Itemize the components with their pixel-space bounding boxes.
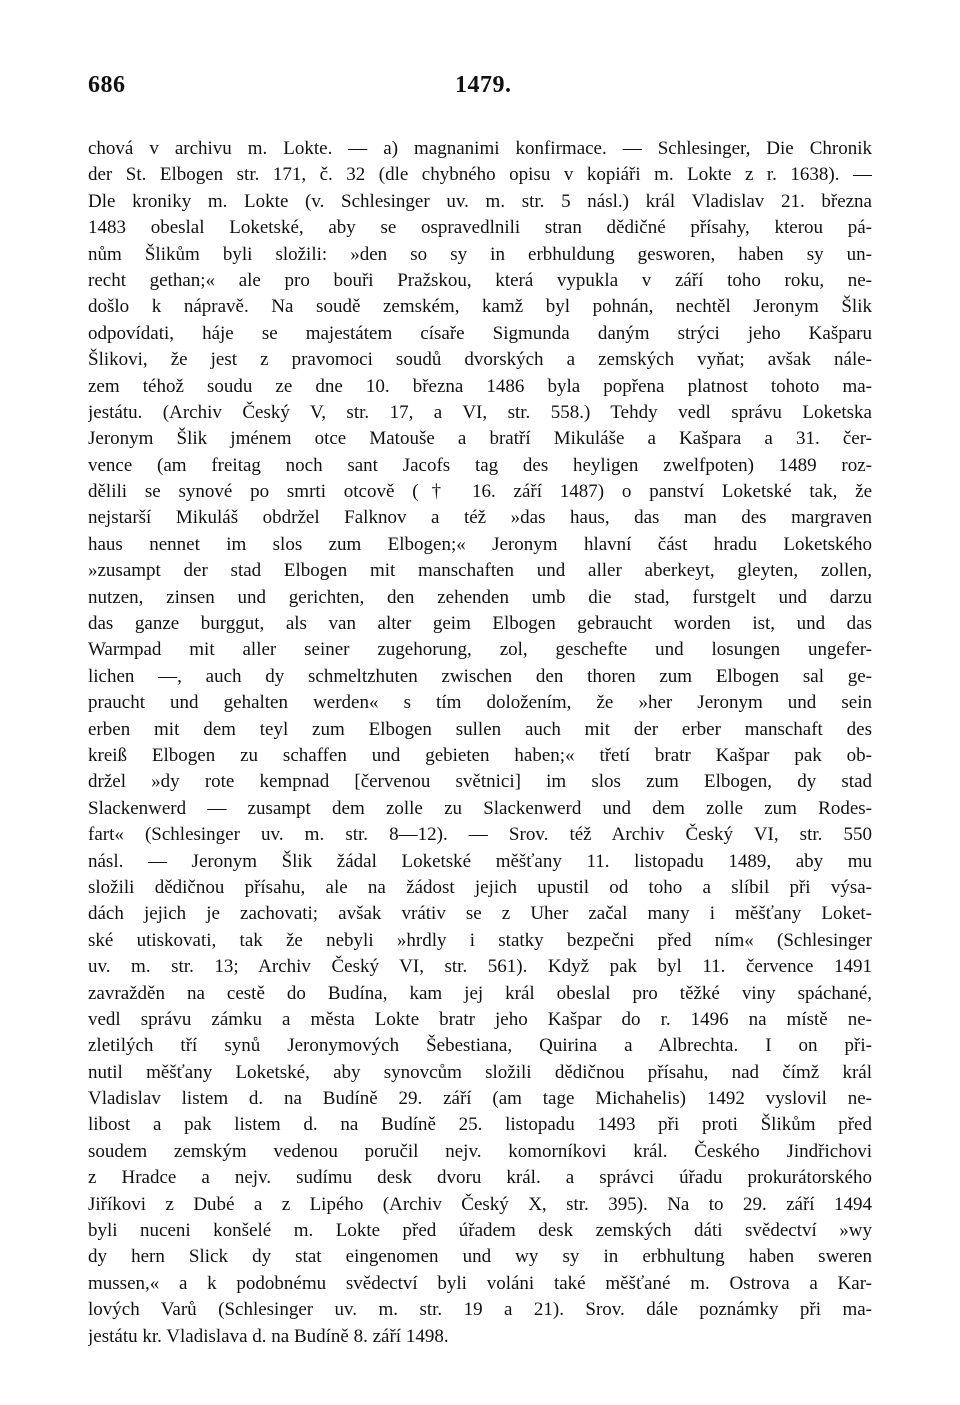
text-line: Jiříkovi z Dubé a z Lipého (Archiv Český X, str. 395). Na to 29. září 1494	[88, 1193, 872, 1215]
text-line: z Hradce a nejv. sudímu desk dvoru král. a správci úřadu prokurátorského	[88, 1167, 872, 1189]
body-text	[88, 136, 872, 1347]
text-line: nům Šlikům byli složili: »den so sy in erbhuldung gesworen, haben sy un-	[88, 243, 872, 265]
text-line: odpovídati, háje se majestátem císaře Sigmunda daným strýci jeho Kašparu	[88, 322, 872, 344]
text-line: Šlikovi, že jest z pravomoci soudů dvorských a zemských vyňat; avšak nále-	[88, 349, 872, 371]
text-line: Warmpad mit aller seiner zugehorung, zol, geschefte und losungen ungefer-	[88, 639, 872, 661]
text-line: fart« (Schlesinger uv. m. str. 8—12). — Srov. též Archiv Český VI, str. 550	[88, 824, 872, 846]
text-line: zem téhož soudu ze dne 10. března 1486 byla popřena platnost tohoto ma-	[88, 375, 872, 397]
text-line: haus nennet im slos zum Elbogen;« Jeronym hlavní část hradu Loketského	[88, 533, 872, 555]
text-line: nutzen, zinsen und gerichten, den zehenden umb die stad, furstgelt und darzu	[88, 586, 872, 608]
running-head	[88, 72, 872, 102]
text-line: 1483 obeslal Loketské, aby se ospravedlnili stran dědičné přísahy, kterou pá-	[88, 217, 872, 239]
text-line: nejstarší Mikuláš obdržel Falknov a též »das haus, das man des margraven	[88, 507, 872, 529]
text-line: vedl správu zámku a města Lokte bratr jeho Kašpar do r. 1496 na místě ne-	[88, 1008, 872, 1030]
text-line: uv. m. str. 13; Archiv Český VI, str. 561). Když pak byl 11. července 1491	[88, 956, 872, 978]
text-line: násl. — Jeronym Šlik žádal Loketské měšťany 11. listopadu 1489, aby mu	[88, 850, 872, 872]
text-line: lichen —, auch dy schmeltzhuten zwischen den thoren zum Elbogen sal ge-	[88, 665, 872, 687]
text-line: dělili se synové po smrti otcově († 16. září 1487) o panství Loketské tak, že	[88, 481, 872, 503]
text-line: chová v archivu m. Lokte. — a) magnanimi konfirmace. — Schlesinger, Die Chronik	[88, 138, 872, 159]
text-line: ské utiskovati, tak že nebyli »hrdly i statky bezpečni před ním« (Schlesinger	[88, 929, 872, 951]
text-line: erben mit dem teyl zum Elbogen sullen auch mit der erber manschaft des	[88, 718, 872, 740]
text-line: zavražděn na cestě do Budína, kam jej král obeslal pro těžké viny spáchané,	[88, 982, 872, 1004]
text-line: nutil měšťany Loketské, aby synovcům složili dědičnou přísahu, nad čímž král	[88, 1061, 872, 1083]
text-line: recht gethan;« ale pro bouři Pražskou, která vypukla v září toho roku, ne-	[88, 269, 872, 291]
year-heading: 1479.	[455, 72, 512, 98]
text-line: »zusampt der stad Elbogen mit manschaften und aller aberkeyt, gleyten, zollen,	[88, 560, 872, 582]
text-line: Slackenwerd — zusampt dem zolle zu Slackenwerd und dem zolle zum Rodes-	[88, 797, 872, 819]
text-line: das ganze burggut, als van alter geim Elbogen gebraucht worden ist, und das	[88, 613, 872, 635]
text-line: praucht und gehalten werden« s tím doložením, že »her Jeronym und sein	[88, 692, 872, 714]
text-line: jestátu kr. Vladislava d. na Budíně 8. září 1498.	[88, 1325, 449, 1347]
text-line: kreiß Elbogen zu schaffen und gebieten haben;« třetí bratr Kašpar pak ob-	[88, 744, 872, 766]
text-line: dách jejich je zachovati; avšak vrátiv se z Uher začal many i měšťany Loket-	[88, 903, 872, 925]
text-line: Vladislav listem d. na Budíně 29. září (am tage Michahelis) 1492 vyslovil ne-	[88, 1088, 872, 1110]
text-line: der St. Elbogen str. 171, č. 32 (dle chybného opisu v kopiáři m. Lokte z r. 1638). —	[88, 164, 872, 186]
text-line: Dle kroniky m. Lokte (v. Schlesinger uv. m. str. 5 násl.) král Vladislav 21. března	[88, 190, 872, 212]
text-line: vence (am freitag noch sant Jacofs tag des heyligen zwelfpoten) 1489 roz-	[88, 454, 872, 476]
text-line: libost a pak listem d. na Budíně 25. listopadu 1493 při proti Šlikům před	[88, 1114, 872, 1136]
text-line: mussen,« a k podobnému svědectví byli voláni také měšťané m. Ostrova a Kar-	[88, 1272, 872, 1294]
text-line: soudem zemským vedenou poručil nejv. komorníkovi král. Českého Jindřichovi	[88, 1140, 872, 1162]
text-line: zletilých tří synů Jeronymových Šebestiana, Quirina a Albrechta. I on při-	[88, 1035, 872, 1057]
text-line: držel »dy rote kempnad [červenou světnici] im slos zum Elbogen, dy stad	[88, 771, 872, 793]
text-line: složili dědičnou přísahu, ale na žádost jejich upustil od toho a slíbil při výsa-	[88, 876, 872, 898]
text-line: byli nuceni konšelé m. Lokte před úřadem desk zemských dáti svědectví »wy	[88, 1220, 872, 1242]
text-line: dy hern Slick dy stat eingenomen und wy sy in erbhultung haben sweren	[88, 1246, 872, 1268]
text-line: jestátu. (Archiv Český V, str. 17, a VI, str. 558.) Tehdy vedl správu Loketska	[88, 401, 872, 423]
page-number: 686	[88, 72, 126, 98]
text-line: Jeronym Šlik jménem otce Matouše a bratří Mikuláše a Kašpara a 31. čer-	[88, 428, 872, 450]
text-line: lových Varů (Schlesinger uv. m. str. 19 a 21). Srov. dále poznámky při ma-	[88, 1299, 872, 1321]
text-line: došlo k nápravě. Na soudě zemském, kamž byl pohnán, nechtěl Jeronym Šlik	[88, 296, 872, 318]
